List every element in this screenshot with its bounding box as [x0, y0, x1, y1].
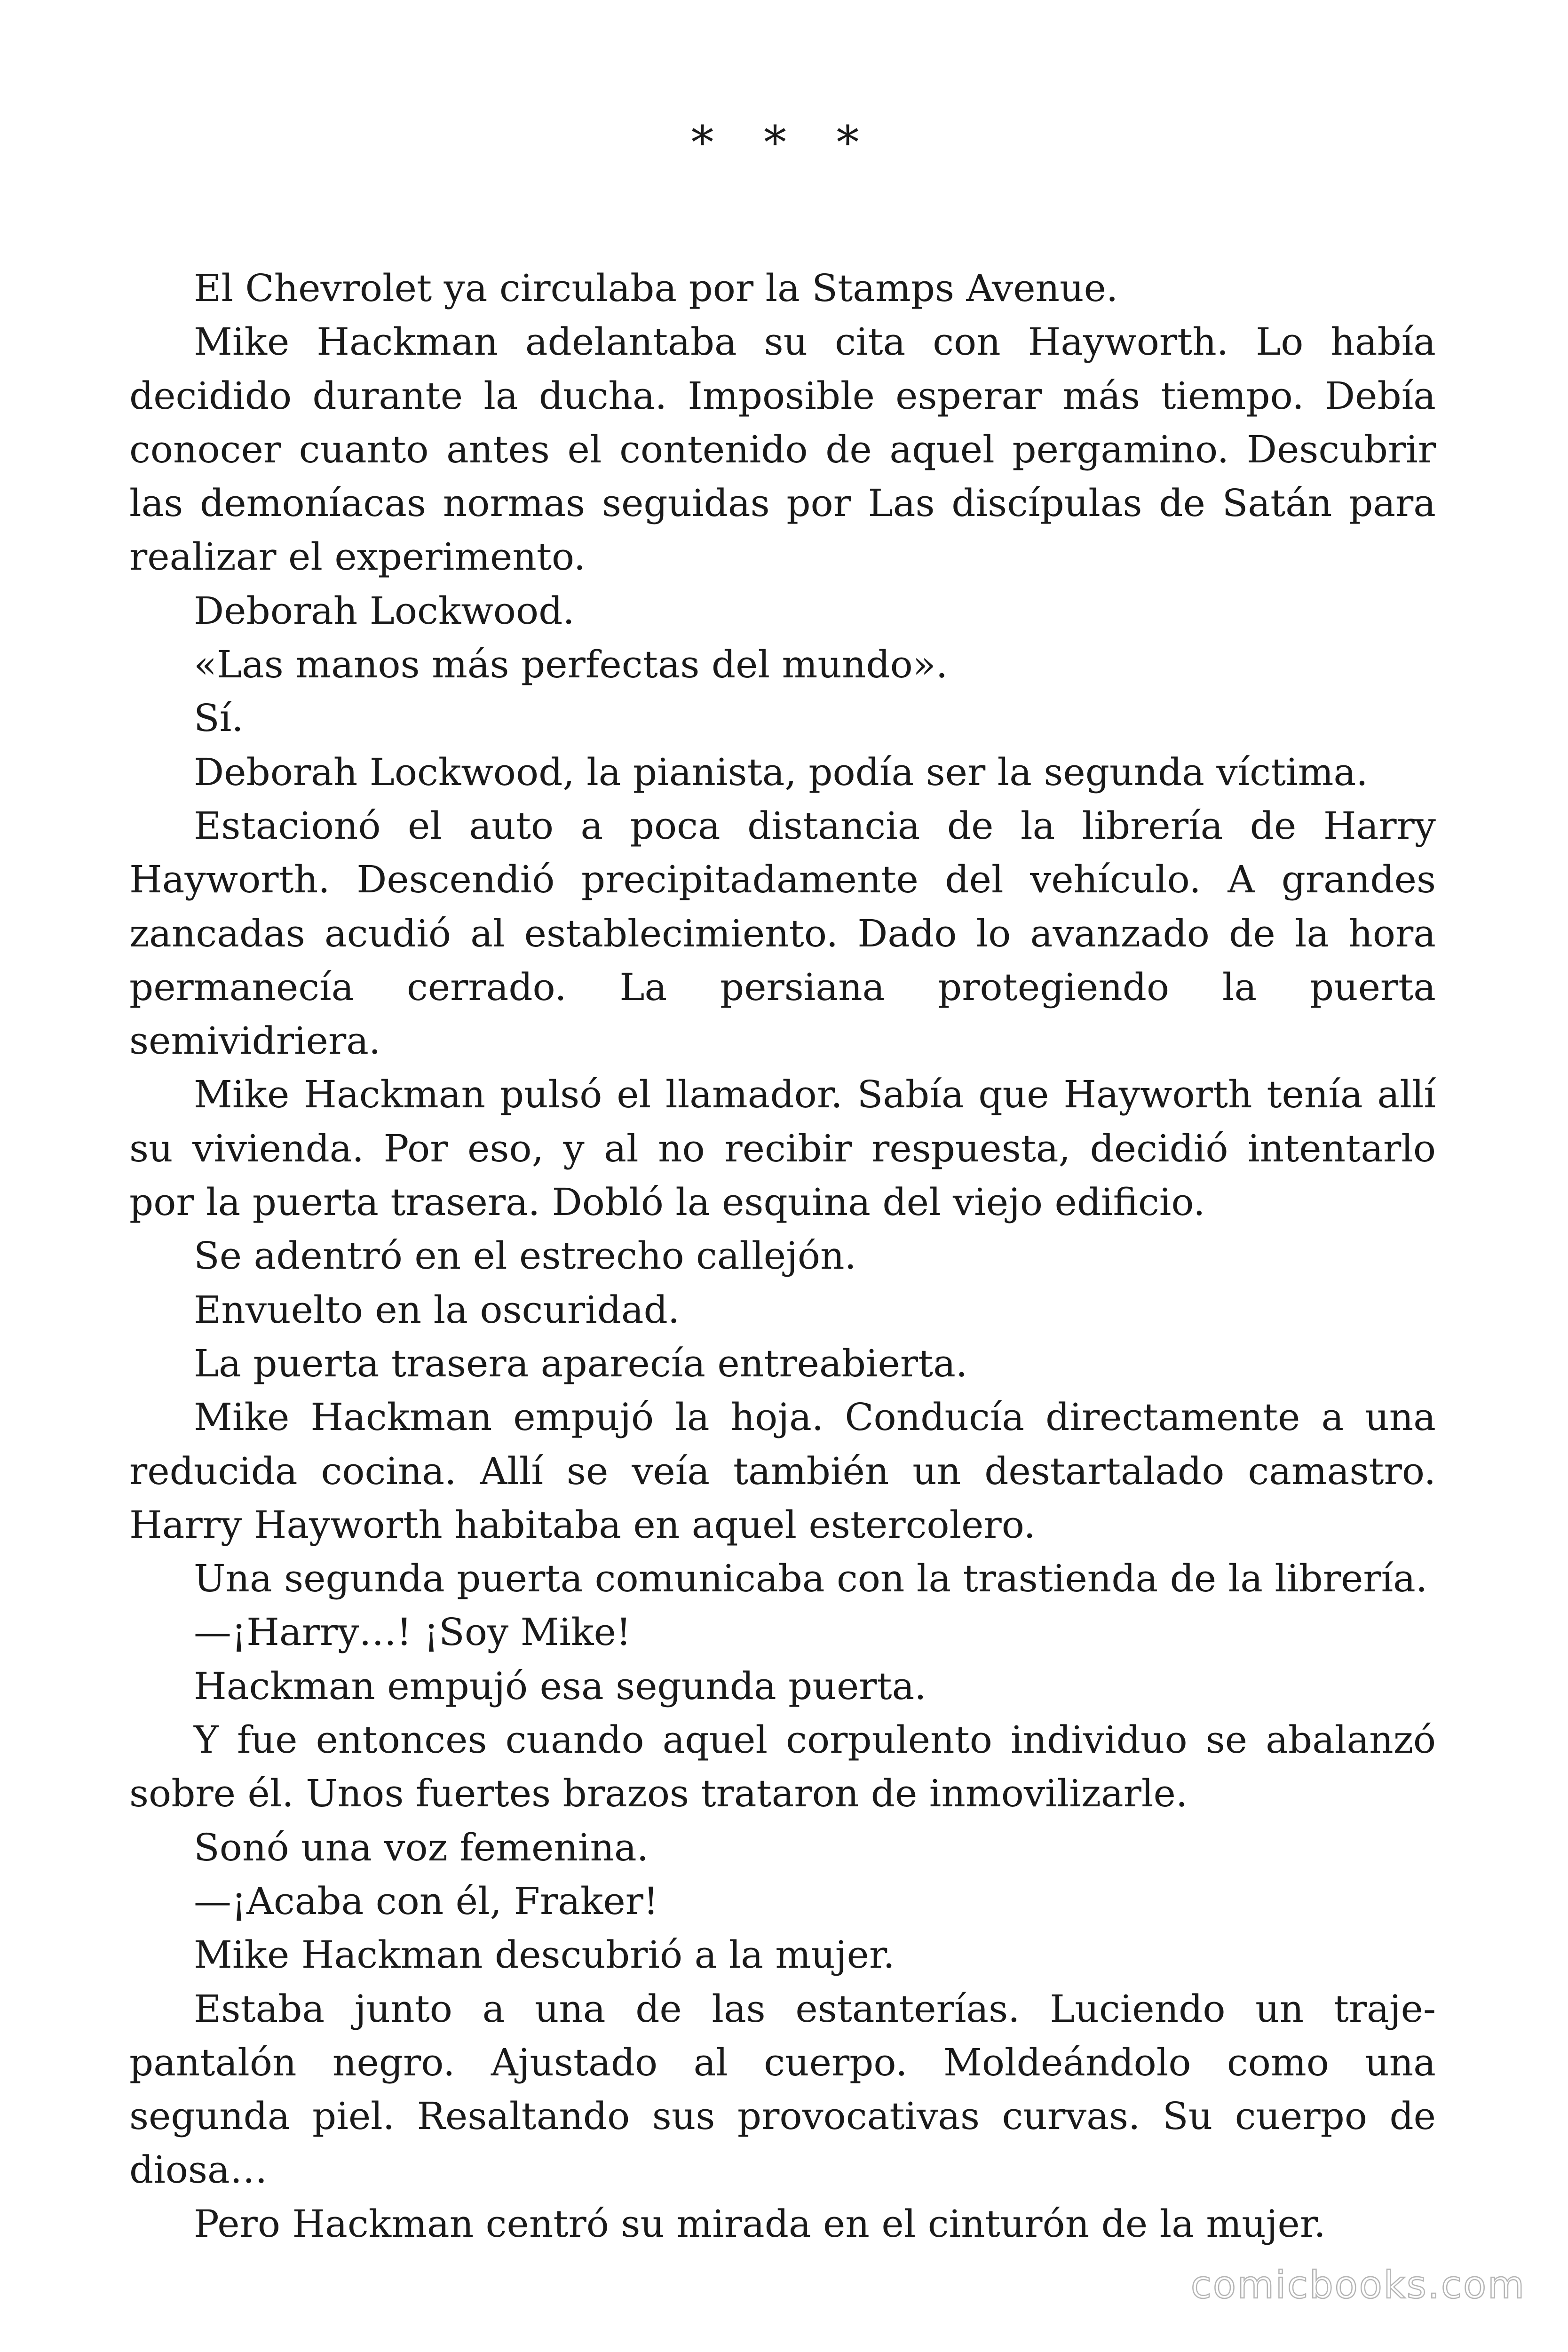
paragraph: Mike Hackman adelantaba su cita con Hayworth. Lo había decidido durante la ducha. Imposible esperar más tiempo. Debía conocer cuanto antes el contenido de aquel pergamino. Descubrir las demoníacas normas seguidas por Las discípulas de Satán para realizar el experimento. [129, 320, 1436, 579]
paragraph: Deborah Lockwood, la pianista, podía ser la segunda víctima. [194, 750, 1368, 794]
section-separator: * * * [691, 116, 877, 169]
paragraph: El Chevrolet ya circulaba por la Stamps Avenue. [194, 266, 1118, 310]
paragraph: Y fue entonces cuando aquel corpulento individuo se abalanzó sobre él. Unos fuertes brazos trataron de inmovilizarle. [129, 1718, 1436, 1816]
paragraph: Mike Hackman descubrió a la mujer. [194, 1933, 895, 1977]
watermark: comicbooks.com [1190, 2263, 1526, 2307]
paragraph: Mike Hackman pulsó el llamador. Sabía que Hayworth tenía allí su vivienda. Por eso, y al no recibir respuesta, decidió intentarlo por la puerta trasera. Dobló la esquina del viejo edificio. [129, 1073, 1436, 1224]
paragraph: Sí. [194, 696, 244, 740]
paragraph: La puerta trasera aparecía entreabierta. [194, 1341, 968, 1385]
paragraph: Se adentró en el estrecho callejón. [194, 1234, 856, 1278]
paragraph: Estaba junto a una de las estanterías. Luciendo un traje-pantalón negro. Ajustado al cuerpo. Moldeándolo como una segunda piel. Resaltando sus provocativas curvas. Su cuerpo de diosa… [129, 1986, 1436, 2192]
paragraph: «Las manos más perfectas del mundo». [194, 643, 948, 687]
dialogue-line: —¡Acaba con él, Fraker! [194, 1879, 659, 1923]
paragraph: Hackman empujó esa segunda puerta. [194, 1664, 927, 1708]
dialogue-line: —¡Harry…! ¡Soy Mike! [194, 1610, 632, 1654]
paragraph: Mike Hackman empujó la hoja. Conducía directamente a una reducida cocina. Allí se veía también un destartalado camastro. Harry Hayworth habitaba en aquel estercolero. [129, 1395, 1436, 1547]
paragraph: Deborah Lockwood. [194, 588, 575, 633]
paragraph: Una segunda puerta comunicaba con la trastienda de la librería. [194, 1557, 1428, 1601]
paragraph: Envuelto en la oscuridad. [194, 1287, 680, 1332]
paragraph: Estacionó el auto a poca distancia de la librería de Harry Hayworth. Descendió precipitadamente del vehículo. A grandes zancadas acudió al establecimiento. Dado lo avanzado de la hora permanecía cerrado. La persiana protegiendo la puerta semividriera. [129, 803, 1436, 1063]
paragraph: Sonó una voz femenina. [194, 1825, 649, 1869]
body-text [129, 262, 1436, 2251]
paragraph: Pero Hackman centró su mirada en el cinturón de la mujer. [194, 2201, 1326, 2246]
